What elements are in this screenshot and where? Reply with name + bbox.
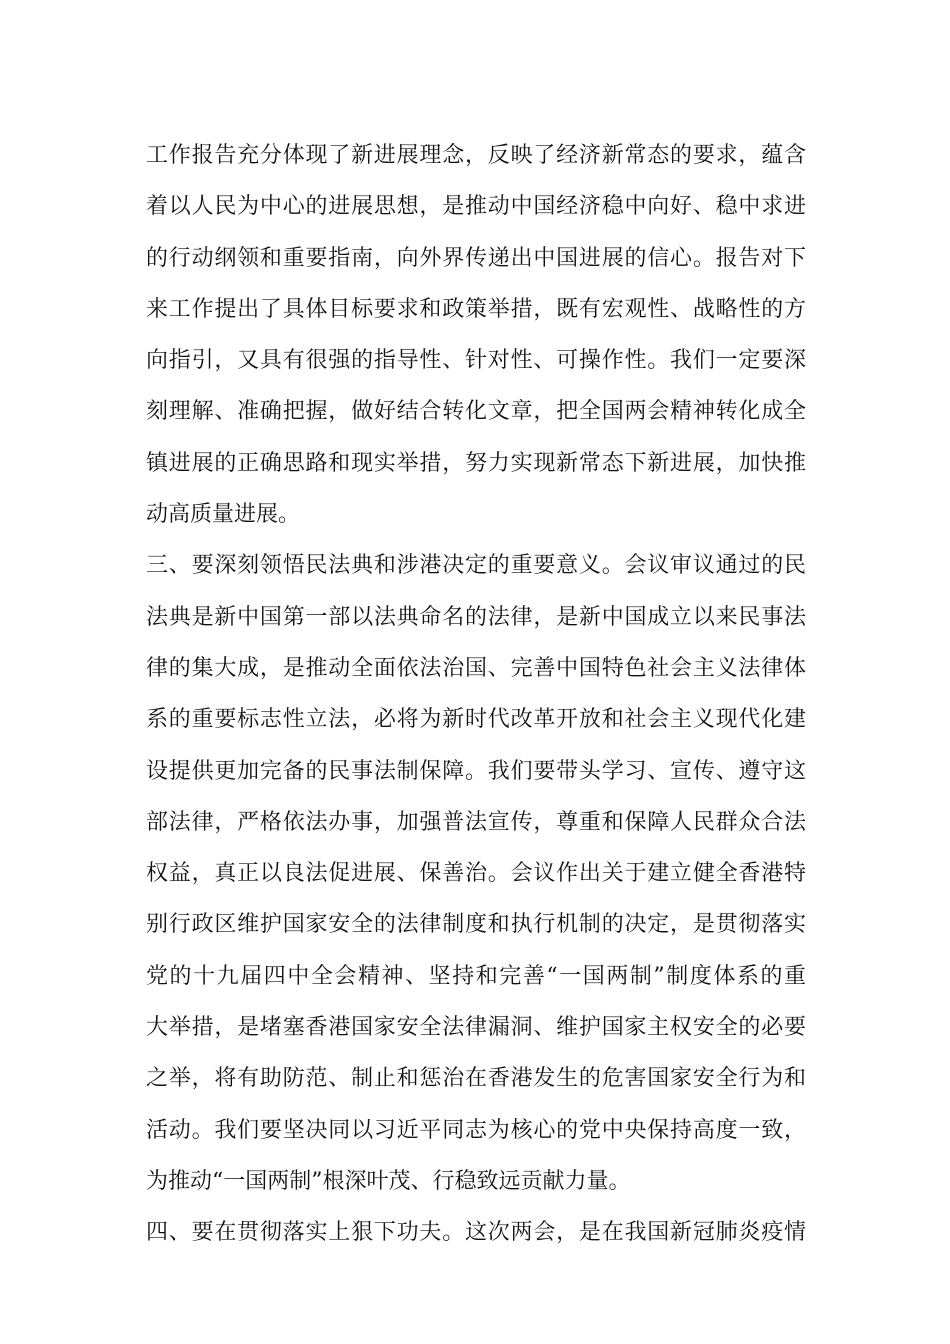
text-line: 活动。我们要坚决同以习近平同志为核心的党中央保持高度一致， [146,1117,806,1143]
text-line: 权益，真正以良法促进展、保善治。会议作出关于建立健全香港特 [146,861,806,887]
body-text [146,130,806,1259]
text-line: 之举，将有助防范、制止和惩治在香港发生的危害国家安全行为和 [146,1066,806,1092]
text-line: 别行政区维护国家安全的法律制度和执行机制的决定，是贯彻落实 [146,912,806,938]
section-heading-line: 三、要深刻领悟民法典和涉港决定的重要意义。会议审议通过的民 [146,553,806,579]
text-line: 的行动纲领和重要指南，向外界传递出中国进展的信心。报告对下 [146,245,806,271]
text-line: 党的十九届四中全会精神、坚持和完善“一国两制”制度体系的重 [146,963,806,989]
text-line: 设提供更加完备的民事法制保障。我们要带头学习、宣传、遵守这 [146,758,806,784]
text-line: 镇进展的正确思路和现实举措，努力实现新常态下新进展，加快推 [146,450,806,476]
text-line: 系的重要标志性立法，必将为新时代改革开放和社会主义现代化建 [146,707,806,733]
section-heading-line: 四、要在贯彻落实上狠下功夫。这次两会，是在我国新冠肺炎疫情 [146,1220,806,1246]
text-line: 向指引，又具有很强的指导性、针对性、可操作性。我们一定要深 [146,348,806,374]
text-line: 大举措，是堵塞香港国家安全法律漏洞、维护国家主权安全的必要 [146,1015,806,1041]
text-line: 法典是新中国第一部以法典命名的法律，是新中国成立以来民事法 [146,604,806,630]
text-line: 部法律，严格依法办事，加强普法宣传，尊重和保障人民群众合法 [146,809,806,835]
text-line: 来工作提出了具体目标要求和政策举措，既有宏观性、战略性的方 [146,296,806,322]
text-line: 动高质量进展。 [146,502,301,528]
text-line: 着以人民为中心的进展思想，是推动中国经济稳中向好、稳中求进 [146,194,806,220]
text-line: 工作报告充分体现了新进展理念，反映了经济新常态的要求，蕴含 [146,143,806,168]
text-line: 为推动“一国两制”根深叶茂、行稳致远贡献力量。 [146,1168,631,1194]
text-line: 律的集大成，是推动全面依法治国、完善中国特色社会主义法律体 [146,655,806,681]
text-line: 刻理解、准确把握，做好结合转化文章，把全国两会精神转化成全 [146,399,806,425]
